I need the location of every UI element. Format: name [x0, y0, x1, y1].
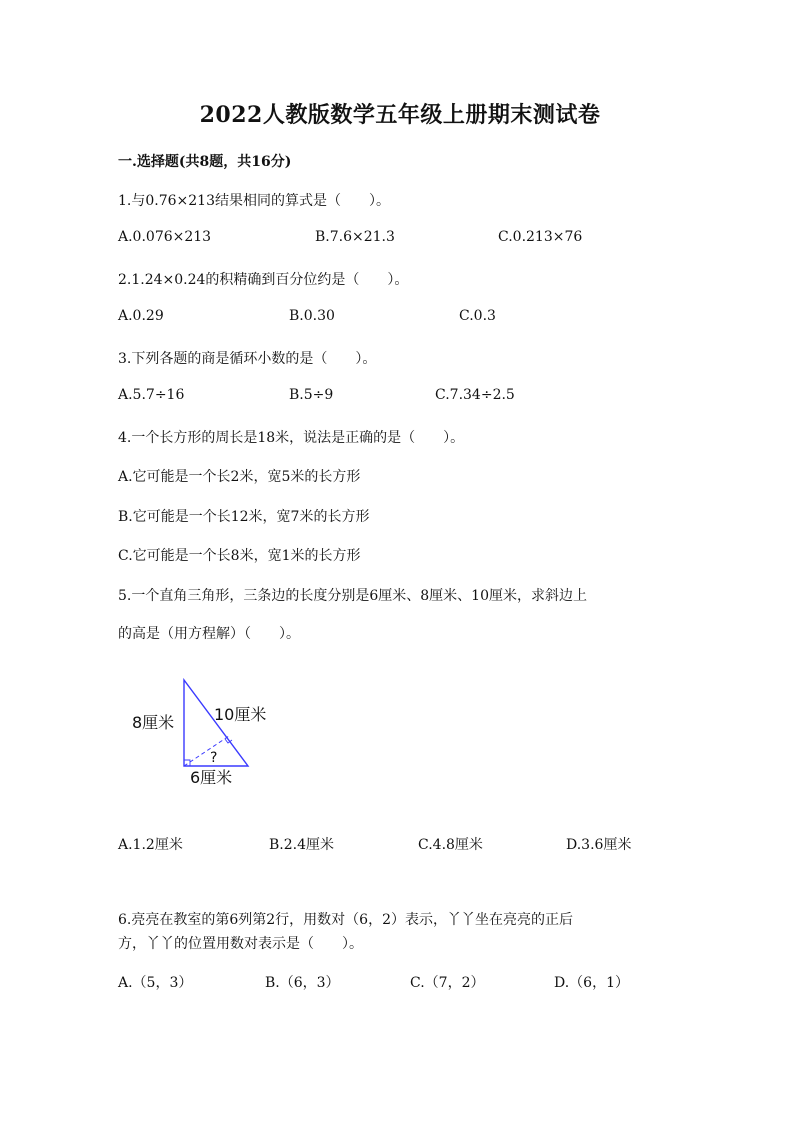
page-title: 2022人教版数学五年级上册期末测试卷 [199, 102, 601, 128]
question-3-text: 3.下列各题的商是循环小数的是（ ）。 [118, 351, 377, 367]
question-3-option-b: B.5÷9 [289, 387, 334, 403]
question-1-option-b: B.7.6×21.3 [315, 229, 395, 245]
question-6-text-line1: 6.亮亮在教室的第6列第2行，用数对（6，2）表示，丫丫坐在亮亮的正后 [118, 912, 573, 928]
question-1-option-c: C.0.213×76 [498, 229, 583, 245]
question-4-option-b: B.它可能是一个长12米，宽7米的长方形 [118, 509, 370, 525]
right-triangle-figure [128, 672, 288, 792]
question-2-text: 2.1.24×0.24的积精确到百分位约是（ ）。 [118, 272, 409, 288]
question-5-text-line1: 5.一个直角三角形，三条边的长度分别是6厘米、8厘米、10厘米，求斜边上 [118, 588, 587, 604]
unknown-height-label: ? [210, 750, 218, 766]
question-2-option-c: C.0.3 [459, 308, 496, 324]
question-1-option-a: A.0.076×213 [118, 229, 212, 245]
question-5-text-line2: 的高是（用方程解）（ ）。 [118, 626, 300, 642]
question-5-option-a: A.1.2厘米 [118, 837, 183, 853]
left-side-label: 8厘米 [132, 713, 175, 732]
question-3-option-c: C.7.34÷2.5 [435, 387, 515, 403]
question-5-option-c: C.4.8厘米 [418, 837, 483, 853]
hypotenuse-label: 10厘米 [214, 705, 267, 724]
question-4-option-c: C.它可能是一个长8米，宽1米的长方形 [118, 548, 361, 564]
question-6-option-c: C.（7，2） [410, 975, 485, 991]
height-dashed-line [184, 736, 229, 766]
question-4-option-a: A.它可能是一个长2米，宽5米的长方形 [118, 469, 361, 485]
question-5-option-b: B.2.4厘米 [269, 837, 335, 853]
question-2-option-a: A.0.29 [118, 308, 164, 324]
question-4-text: 4.一个长方形的周长是18米，说法是正确的是（ ）。 [118, 430, 465, 446]
question-6-option-a: A.（5，3） [118, 975, 193, 991]
question-1-text: 1.与0.76×213结果相同的算式是（ ）。 [118, 193, 390, 209]
question-3-option-a: A.5.7÷16 [118, 387, 185, 403]
bottom-side-label: 6厘米 [190, 768, 233, 787]
section-heading: 一.选择题(共8题，共16分) [118, 154, 292, 170]
question-6-option-d: D.（6，1） [554, 975, 629, 991]
question-6-text-line2: 方，丫丫的位置用数对表示是（ ）。 [118, 936, 363, 952]
question-2-option-b: B.0.30 [289, 308, 335, 324]
question-6-option-b: B.（6，3） [265, 975, 340, 991]
question-5-option-d: D.3.6厘米 [566, 837, 632, 853]
